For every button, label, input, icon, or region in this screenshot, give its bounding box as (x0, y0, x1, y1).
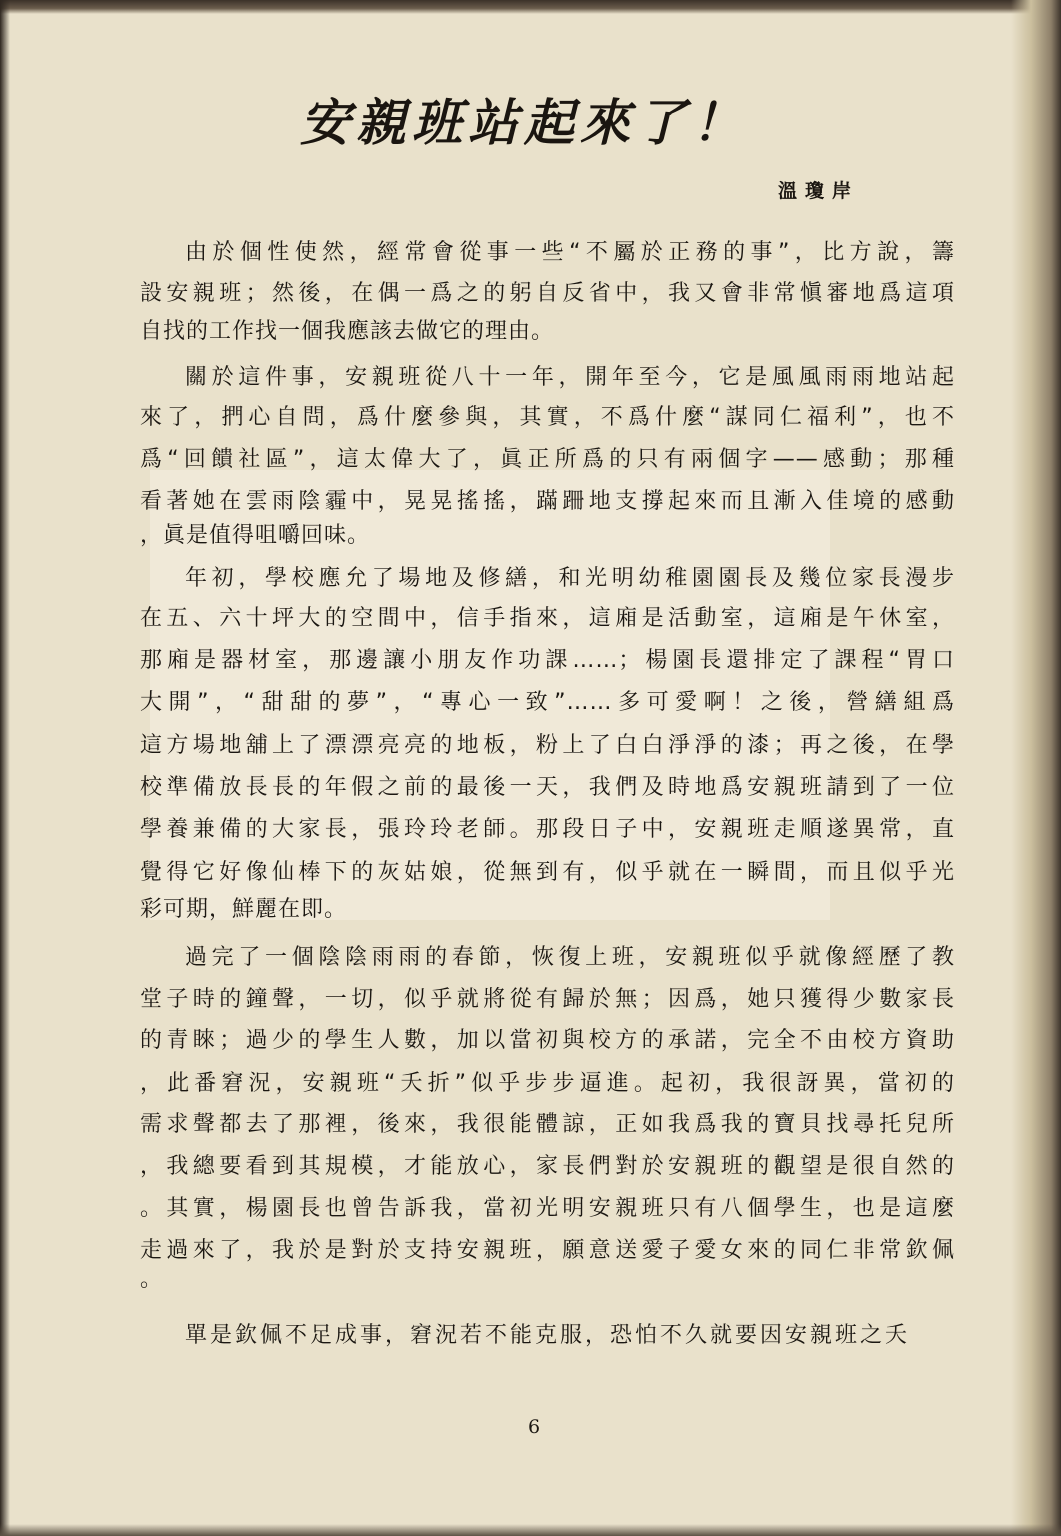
text-line: 過完了一個陰陰雨雨的春節，恢復上班，安親班似乎就像經歷了教 (185, 945, 955, 970)
text-line: 走過來了，我於是對於支持安親班，願意送愛子愛女來的同仁非常欽佩 (140, 1238, 955, 1263)
scan-edge-left (0, 0, 10, 1536)
text-line: 學養兼備的大家長，張玲玲老師。那段日子中，安親班走順遂異常，直 (140, 817, 955, 842)
text-line: 單是欽佩不足成事，窘況若不能克服，恐怕不久就要因安親班之夭 (185, 1323, 911, 1348)
text-line: 來了，捫心自問，爲什麼參與，其實，不爲什麼“謀同仁福利”，也不 (140, 405, 955, 430)
text-line: 的青睞；過少的學生人數，加以當初與校方的承諾，完全不由校方資助 (140, 1028, 955, 1053)
article-title: 安親班站起來了！ (300, 93, 748, 152)
page-number: 6 (528, 1416, 541, 1438)
text-line: 大開”，“甜甜的夢”，“專心一致”……多可愛啊！之後，營繕組爲 (140, 690, 955, 715)
text-line: 這方場地舖上了漂漂亮亮的地板，粉上了白白淨淨的漆；再之後，在學 (140, 733, 955, 758)
text-line: 。其實，楊園長也曾告訴我，當初光明安親班只有八個學生，也是這麼 (140, 1196, 955, 1221)
text-line: ，我總要看到其規模，才能放心，家長們對於安親班的觀望是很自然的 (140, 1154, 955, 1179)
text-line: ，眞是值得咀嚼回味。 (140, 523, 371, 548)
text-line: ，此番窘況，安親班“夭折”似乎步步逼進。起初，我很訝異，當初的 (140, 1071, 955, 1096)
text-line: 彩可期，鮮麗在即。 (140, 897, 348, 922)
text-line: 設安親班；然後，在偶一爲之的躬自反省中，我又會非常愼審地爲這項 (140, 281, 955, 306)
scan-edge-top (0, 0, 1061, 14)
text-line: 爲“回饋社區”，這太偉大了，眞正所爲的只有兩個字——感動；那種 (140, 447, 955, 472)
scan-edge-right (1011, 0, 1061, 1536)
text-line: 在五、六十坪大的空間中，信手指來，這廂是活動室，這廂是午休室， (140, 606, 955, 631)
text-line: 堂子時的鐘聲，一切，似乎就將從有歸於無；因爲，她只獲得少數家長 (140, 987, 955, 1012)
text-line: 那廂是器材室，那邊讓小朋友作功課……；楊園長還排定了課程“胃口 (140, 648, 955, 673)
text-line: 由於個性使然，經常會從事一些“不屬於正務的事”，比方說，籌 (185, 240, 955, 265)
scan-edge-bottom (0, 1524, 1061, 1536)
text-line: 覺得它好像仙棒下的灰姑娘，從無到有，似乎就在一瞬間，而且似乎光 (140, 860, 955, 885)
text-line: 。 (140, 1267, 164, 1292)
text-line: 關於這件事，安親班從八十一年，開年至今，它是風風雨雨地站起 (185, 365, 955, 390)
author-name: 溫瓊岸 (778, 180, 860, 202)
text-line: 校準備放長長的年假之前的最後一天，我們及時地爲安親班請到了一位 (140, 775, 955, 800)
text-line: 自找的工作找一個我應該去做它的理由。 (140, 319, 555, 344)
text-line: 看著她在雲雨陰霾中，晃晃搖搖，蹣跚地支撐起來而且漸入佳境的感動 (140, 489, 955, 514)
text-line: 年初，學校應允了場地及修繕，和光明幼稚園園長及幾位家長漫步 (185, 566, 955, 591)
text-line: 需求聲都去了那裡，後來，我很能體諒，正如我爲我的寶貝找尋托兒所 (140, 1112, 955, 1137)
